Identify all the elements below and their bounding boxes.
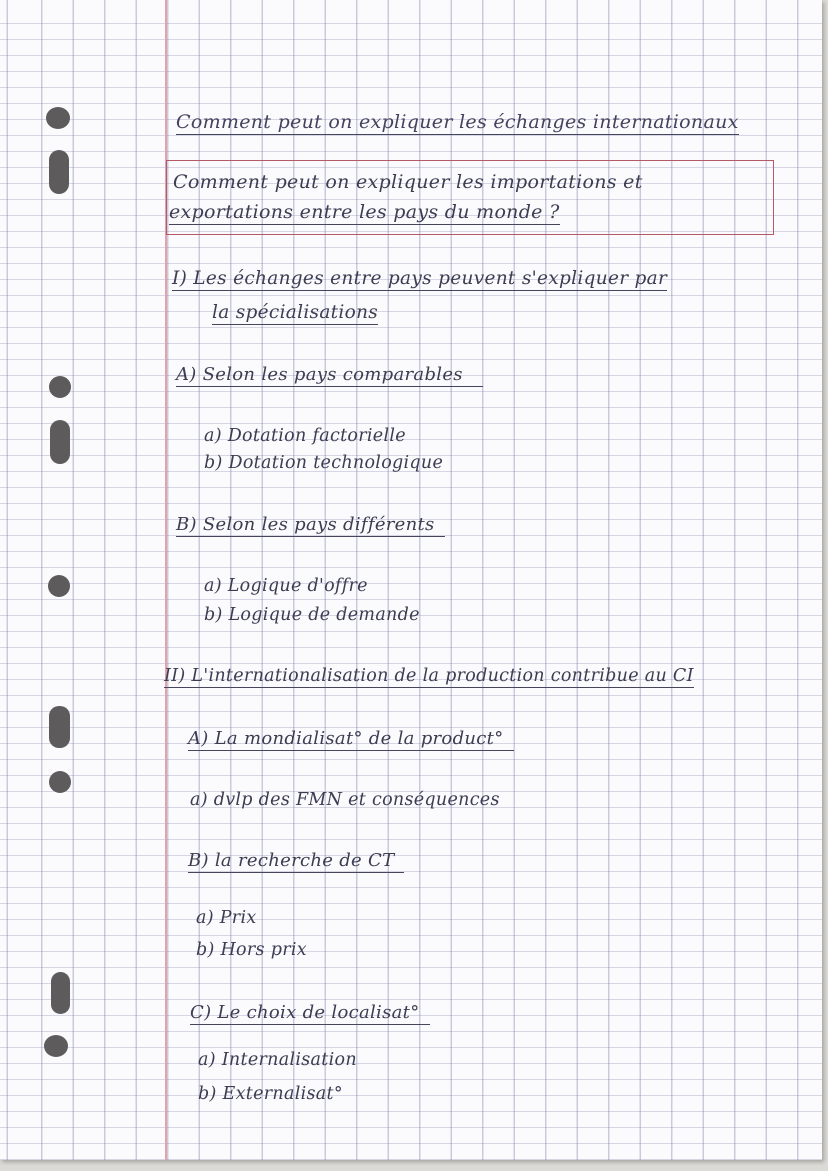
part1-heading-line-1 <box>172 268 667 289</box>
question-line-1: Comment peut on expliquer les importations et <box>173 171 643 193</box>
part2-section-a-item: a) dvlp des FMN et conséquences <box>190 790 500 810</box>
binder-hole <box>51 972 70 1014</box>
part1-heading-line-2: la spécialisations <box>212 302 379 323</box>
part2-section-b-item: a) Prix <box>196 908 257 928</box>
part1-section-a-heading: A) Selon les pays comparables <box>176 364 483 387</box>
part2-section-c-heading: C) Le choix de localisat° <box>190 1002 430 1025</box>
part2-heading: II) L'internationalisation de la production contribue au CI <box>164 666 694 686</box>
part1-section-b-item: b) Logique de demande <box>204 605 420 625</box>
binder-hole <box>49 376 71 398</box>
question-line-2: exportations entre les pays du monde ? <box>169 201 560 223</box>
binder-hole <box>49 706 70 748</box>
part2-section-c-item: b) Externalisat° <box>198 1084 343 1104</box>
part2-section-b-item: b) Hors prix <box>196 940 307 960</box>
part1-section-a-item: a) Dotation factorielle <box>204 426 406 446</box>
part2-section-b-heading: B) la recherche de CT <box>188 850 404 873</box>
binder-hole <box>50 420 70 464</box>
question-box <box>166 160 774 235</box>
page-title: Comment peut on expliquer les échanges internationaux <box>176 111 739 133</box>
part1-section-b-item: a) Logique d'offre <box>204 576 368 596</box>
binder-hole <box>44 1035 68 1057</box>
binder-hole <box>46 107 70 129</box>
part2-section-c-item: a) Internalisation <box>198 1050 357 1070</box>
binder-hole <box>49 771 71 793</box>
binder-hole <box>49 150 69 194</box>
part1-heading-text: I) Les échanges entre pays peuvent s'expliquer par <box>172 268 668 289</box>
part2-section-a-heading: A) La mondialisat° de la product° <box>188 728 514 751</box>
binder-hole <box>48 575 70 597</box>
part1-section-b-heading: B) Selon les pays différents <box>176 514 445 537</box>
part1-section-a-item: b) Dotation technologique <box>204 453 444 473</box>
